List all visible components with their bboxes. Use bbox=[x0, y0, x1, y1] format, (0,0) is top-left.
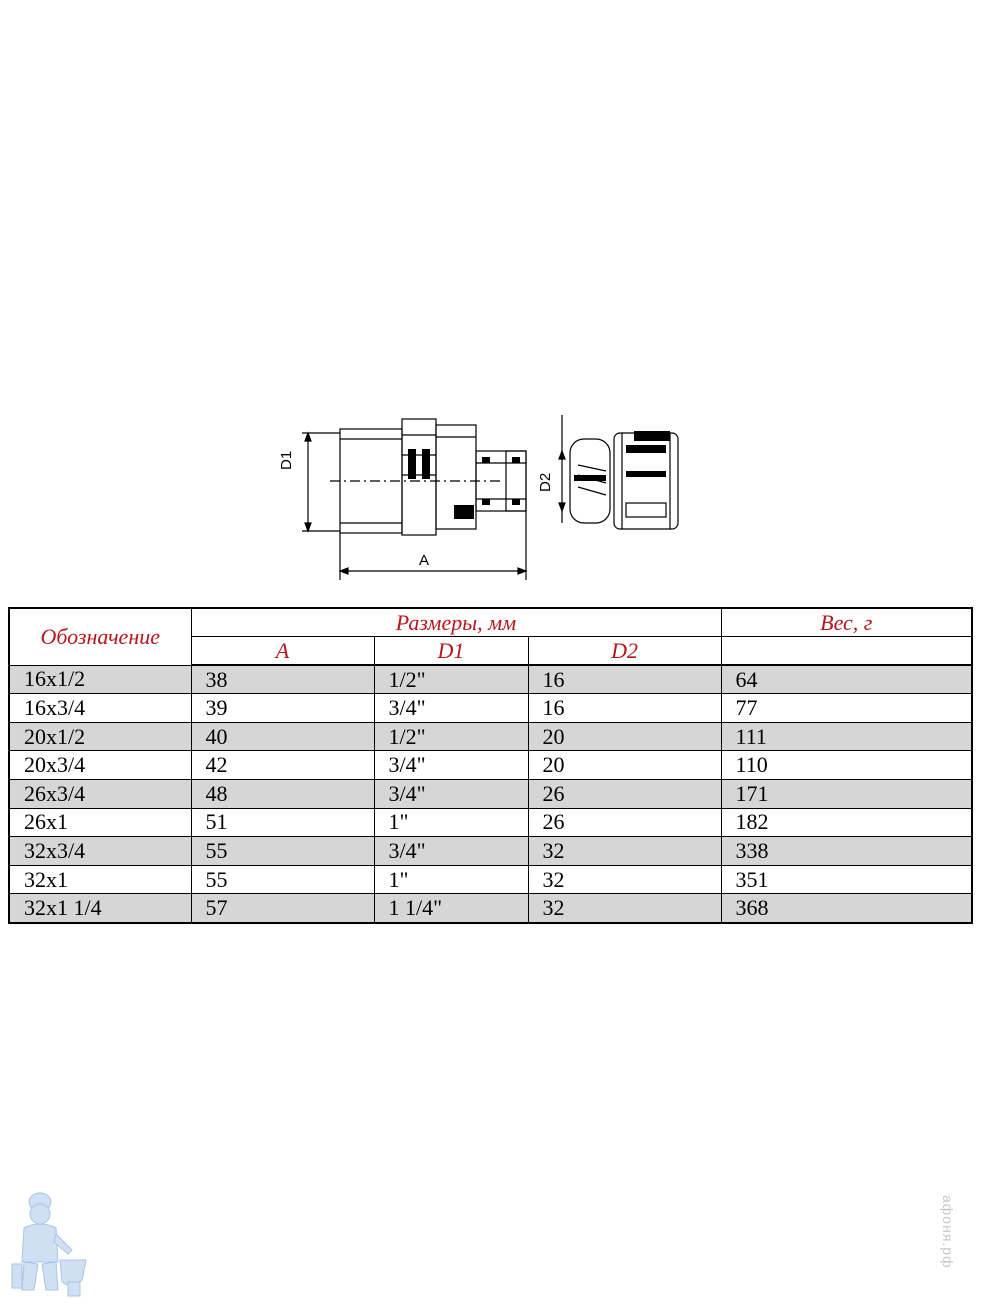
table-row bbox=[9, 808, 972, 837]
cell-d2: 20 bbox=[528, 751, 721, 780]
cell-name: 20х1/2 bbox=[9, 722, 191, 751]
cell-d1: 3/4" bbox=[374, 694, 528, 723]
cell-d2: 16 bbox=[528, 665, 721, 694]
cell-d2: 16 bbox=[528, 694, 721, 723]
cell-a: 51 bbox=[191, 808, 374, 837]
cell-name: 16х3/4 bbox=[9, 694, 191, 723]
cell-d2: 26 bbox=[528, 808, 721, 837]
cell-d1: 3/4" bbox=[374, 780, 528, 809]
table-row bbox=[9, 694, 972, 723]
cell-d1: 1 1/4" bbox=[374, 894, 528, 923]
cell-weight: 351 bbox=[721, 865, 972, 894]
cell-weight: 368 bbox=[721, 894, 972, 923]
header-d1: D1 bbox=[374, 637, 528, 666]
cell-weight: 64 bbox=[721, 665, 972, 694]
cell-name: 26х1 bbox=[9, 808, 191, 837]
cell-d2: 32 bbox=[528, 865, 721, 894]
cell-d2: 32 bbox=[528, 894, 721, 923]
cell-d1: 1/2" bbox=[374, 722, 528, 751]
cell-a: 55 bbox=[191, 865, 374, 894]
cell-a: 42 bbox=[191, 751, 374, 780]
cell-d2: 32 bbox=[528, 837, 721, 866]
cell-d2: 20 bbox=[528, 722, 721, 751]
table-row bbox=[9, 751, 972, 780]
plumber-mascot-logo bbox=[10, 1190, 90, 1300]
cell-d1: 3/4" bbox=[374, 751, 528, 780]
cell-weight: 111 bbox=[721, 722, 972, 751]
cell-weight: 182 bbox=[721, 808, 972, 837]
header-designation: Обозначение bbox=[9, 608, 191, 665]
table-row bbox=[9, 665, 972, 694]
table-row bbox=[9, 780, 972, 809]
cell-name: 32х1 1/4 bbox=[9, 894, 191, 923]
cell-d2: 26 bbox=[528, 780, 721, 809]
cell-name: 26х3/4 bbox=[9, 780, 191, 809]
spec-table bbox=[8, 607, 973, 924]
site-watermark: афоня.рф bbox=[940, 1195, 956, 1269]
d1-label: D1 bbox=[278, 450, 295, 470]
cell-weight: 171 bbox=[721, 780, 972, 809]
header-a: A bbox=[191, 637, 374, 666]
cell-a: 57 bbox=[191, 894, 374, 923]
cell-d1: 1/2" bbox=[374, 665, 528, 694]
table-row bbox=[9, 865, 972, 894]
d2-label: D2 bbox=[537, 472, 554, 492]
cell-a: 39 bbox=[191, 694, 374, 723]
fitting-technical-drawing bbox=[270, 405, 700, 595]
cell-name: 20х3/4 bbox=[9, 751, 191, 780]
table-row bbox=[9, 837, 972, 866]
header-d2: D2 bbox=[528, 637, 721, 666]
cell-a: 55 bbox=[191, 837, 374, 866]
cell-d1: 1" bbox=[374, 808, 528, 837]
cell-name: 32х1 bbox=[9, 865, 191, 894]
cell-a: 48 bbox=[191, 780, 374, 809]
header-weight-empty bbox=[721, 637, 972, 666]
cell-d1: 1" bbox=[374, 865, 528, 894]
cell-name: 32х3/4 bbox=[9, 837, 191, 866]
cell-weight: 77 bbox=[721, 694, 972, 723]
a-label: A bbox=[419, 552, 430, 569]
header-dimensions: Размеры, мм bbox=[191, 608, 721, 637]
cell-d1: 3/4" bbox=[374, 837, 528, 866]
cell-a: 40 bbox=[191, 722, 374, 751]
table-row bbox=[9, 894, 972, 923]
cell-name: 16х1/2 bbox=[9, 665, 191, 694]
cell-weight: 110 bbox=[721, 751, 972, 780]
header-weight: Вес, г bbox=[721, 608, 972, 637]
cell-weight: 338 bbox=[721, 837, 972, 866]
cell-a: 38 bbox=[191, 665, 374, 694]
table-row bbox=[9, 722, 972, 751]
